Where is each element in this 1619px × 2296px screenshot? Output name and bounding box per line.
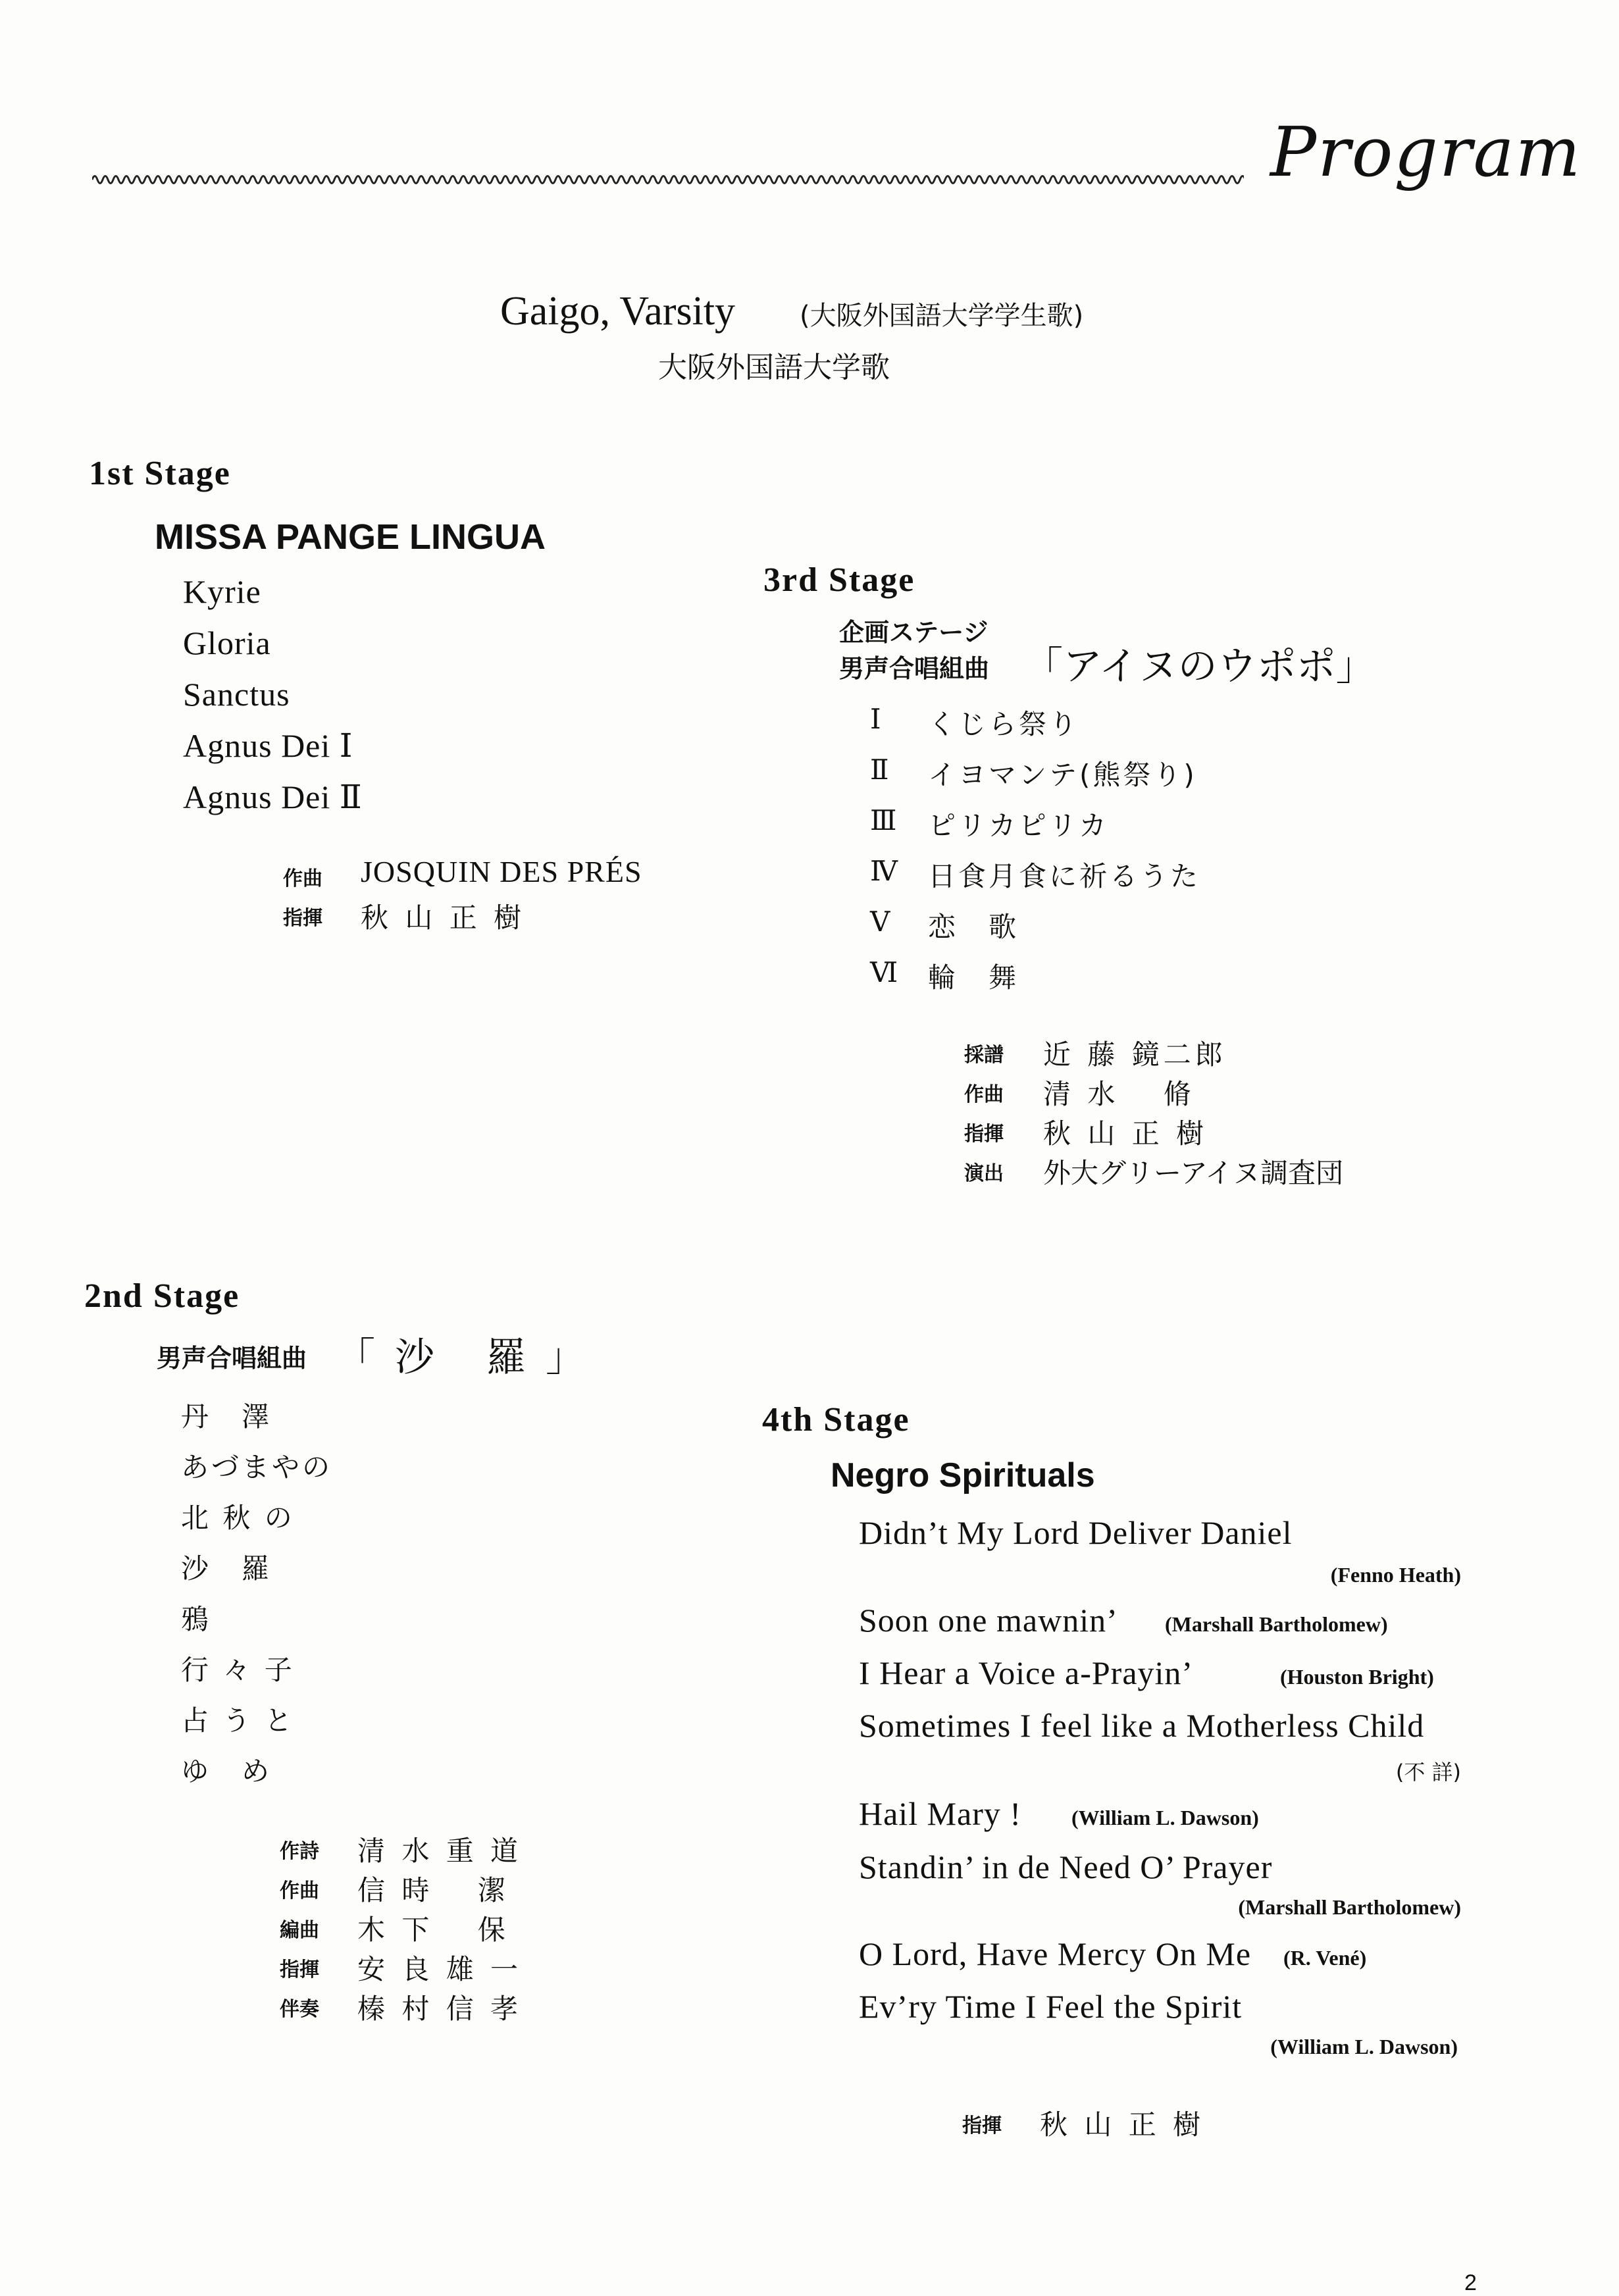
credit-role: 作曲 <box>283 867 322 890</box>
credit-name-accompanist: 榛 村 信 孝 <box>357 1993 523 2025</box>
stage2-movement: 沙 羅 <box>181 1552 272 1585</box>
stage3-subtitle: 企画ステージ <box>839 618 989 647</box>
spiritual-arranger: (不 詳) <box>1395 1760 1461 1785</box>
credit-role: 指揮 <box>962 2114 1002 2137</box>
spiritual-title: O Lord, Have Mercy On Me <box>859 1935 1252 1972</box>
stage3-title: 3rd Stage <box>763 561 915 599</box>
spiritual-arranger: (William L. Dawson) <box>1270 2035 1458 2058</box>
stage3-work-name: 「アイヌのウポポ」 <box>1023 644 1375 690</box>
credit-name-conductor: 秋 山 正 樹 <box>361 902 526 934</box>
credit-name-composer: 清 水 脩 <box>1043 1078 1195 1110</box>
spiritual-arranger: (Fenno Heath) <box>1330 1563 1461 1587</box>
program-title: Program <box>1270 112 1582 192</box>
stage1-movement: Kyrie <box>183 573 261 610</box>
spiritual-arranger: (R. Vené) <box>1283 1946 1367 1970</box>
spiritual-title: Sometimes I feel like a Motherless Child <box>859 1707 1425 1744</box>
credit-role: 指揮 <box>964 1123 1004 1146</box>
credit-name-director: 外大グリーアイヌ調査団 <box>1043 1157 1344 1189</box>
spiritual-title: Didn’t My Lord Deliver Daniel <box>859 1514 1293 1551</box>
stage2-movement: 占 う と <box>181 1704 295 1737</box>
stage3-movement-number: Ⅴ <box>870 907 890 938</box>
stage3-movement: イヨマンテ(熊祭り) <box>928 759 1197 791</box>
credit-name-composer: JOSQUIN DES PRÉS <box>361 855 642 888</box>
credit-role: 採譜 <box>964 1044 1004 1067</box>
credit-role: 編曲 <box>280 1919 319 1942</box>
credit-name-transcriber: 近 藤 鏡二郎 <box>1043 1038 1227 1071</box>
credit-name-lyricist: 清 水 重 道 <box>357 1835 523 1867</box>
decorative-wavy-rule <box>92 170 1244 190</box>
opening-song-university-anthem: 大阪外国語大学歌 <box>658 351 890 384</box>
spiritual-arranger: (William L. Dawson) <box>1071 1806 1259 1829</box>
stage3-movement: くじら祭り <box>928 708 1080 740</box>
spiritual-title: I Hear a Voice a-Prayin’ <box>859 1654 1194 1691</box>
stage2-work-label: 男声合唱組曲 <box>157 1344 307 1373</box>
stage3-movement-number: Ⅵ <box>870 958 898 988</box>
stage1-work-title: MISSA PANGE LINGUA <box>155 517 546 557</box>
stage1-movement: Gloria <box>183 625 271 661</box>
spiritual-title: Hail Mary ! <box>859 1795 1022 1832</box>
stage1-movement: Sanctus <box>183 676 290 713</box>
stage1-movement: Agnus Dei Ⅰ <box>183 727 353 764</box>
spiritual-title: Soon one mawnin’ <box>859 1602 1118 1639</box>
credit-role: 指揮 <box>283 907 322 930</box>
stage3-movement-number: Ⅰ <box>870 705 881 735</box>
credit-name-conductor: 秋 山 正 樹 <box>1040 2108 1205 2141</box>
spiritual-title: Ev’ry Time I Feel the Spirit <box>859 1988 1243 2025</box>
stage3-movement: 輪 舞 <box>928 961 1019 994</box>
credit-name-conductor: 秋 山 正 樹 <box>1043 1117 1208 1150</box>
stage4-title: 4th Stage <box>762 1401 910 1439</box>
spiritual-arranger: (Houston Bright) <box>1280 1665 1434 1689</box>
stage1-movement: Agnus Dei Ⅱ <box>183 778 363 815</box>
credit-role: 指揮 <box>280 1958 319 1981</box>
stage3-movement: 日食月食に祈るうた <box>928 860 1201 892</box>
credit-role: 作曲 <box>964 1083 1004 1106</box>
spiritual-arranger: (Marshall Bartholomew) <box>1238 1895 1461 1919</box>
stage3-movement: ピリカピリカ <box>928 809 1110 842</box>
stage2-movement: 鴉 <box>181 1603 212 1635</box>
stage2-work-name: 「沙 羅」 <box>336 1335 605 1381</box>
spiritual-arranger: (Marshall Bartholomew) <box>1165 1612 1388 1636</box>
stage2-title: 2nd Stage <box>84 1277 240 1315</box>
stage2-movement: 丹 澤 <box>181 1400 272 1433</box>
stage3-movement: 恋 歌 <box>928 911 1019 943</box>
credit-name-composer: 信 時 潔 <box>357 1874 509 1906</box>
credit-role: 作曲 <box>280 1879 319 1902</box>
stage3-movement-number: Ⅳ <box>870 857 898 887</box>
spiritual-title: Standin’ in de Need O’ Prayer <box>859 1849 1273 1885</box>
credit-name-conductor: 安 良 雄 一 <box>357 1953 523 1985</box>
stage3-work-label: 男声合唱組曲 <box>839 654 990 683</box>
page-number: 2 <box>1464 2270 1477 2295</box>
credit-name-arranger: 木 下 保 <box>357 1914 509 1946</box>
stage2-movement: 北 秋 の <box>181 1502 295 1534</box>
stage3-movement-number: Ⅱ <box>870 755 889 786</box>
stage2-movement: 行 々 子 <box>181 1654 295 1686</box>
stage2-movement: ゆ め <box>181 1755 272 1787</box>
opening-song-varsity: Gaigo, Varsity <box>500 289 736 334</box>
credit-role: 作詩 <box>280 1840 319 1863</box>
stage4-work-title: Negro Spirituals <box>831 1456 1095 1494</box>
stage3-movement-number: Ⅲ <box>870 806 897 836</box>
stage1-title: 1st Stage <box>89 455 231 492</box>
stage2-movement: あづまやの <box>181 1451 333 1483</box>
credit-role: 伴奏 <box>280 1998 319 2021</box>
credit-role: 演出 <box>964 1162 1004 1185</box>
opening-song-varsity-note: (大阪外国語大学学生歌) <box>800 301 1084 331</box>
